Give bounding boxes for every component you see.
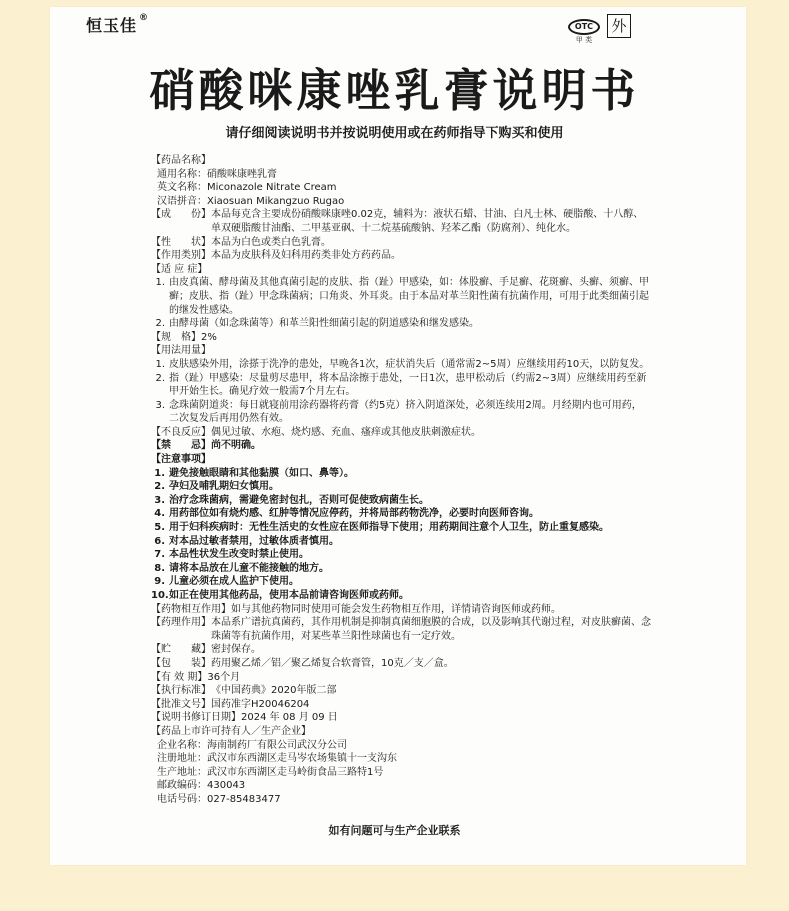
section-header-manufacturer: 【药品上市许可持有人／生产企业】 xyxy=(151,725,311,737)
indication-item: 1. 由皮真菌、酵母菌及其他真菌引起的皮肤、指（趾）甲感染，如：体股癣、手足癣、花斑癣、头癣、须癣、甲癣；皮肤、指（趾）甲念珠菌病；口角炎、外耳炎。由于本品对革兰阳性菌有抗菌作用，可用于此类细菌引起的继发性感染。 xyxy=(155,277,649,316)
usage-item: 2. 指（趾）甲感染：尽量剪尽患甲，将本品涂擦于患处，一日1次，患甲松动后（约需2~3周）应继续用药至新甲开始生长。确见疗效一般需7个月左右。 xyxy=(155,372,647,398)
caution-item: 7. 本品性状发生改变时禁止使用。 xyxy=(154,549,309,561)
spec-row: 【规 格】 2% xyxy=(151,331,217,343)
production-address-row: 生产地址： 武汉市东西湖区走马岭街食品三路特1号 xyxy=(157,766,384,778)
usage-item: 3. 念珠菌阴道炎：每日就寝前用涂药器将药膏（约5克）挤入阴道深处，必须连续用2周。月经期内也可用药，二次复发后再用仍然有效。 xyxy=(155,399,642,425)
section-header-usage: 【用法用量】 xyxy=(151,345,211,357)
validity-row: 【有 效 期】 36个月 xyxy=(151,671,241,683)
company-row: 企业名称： 海南制药厂有限公司武汉分公司 xyxy=(157,739,347,751)
section-header-cautions: 【注意事项】 xyxy=(151,454,211,466)
indication-item: 2. 由酵母菌（如念珠菌等）和革兰阳性细菌引起的阴道感染和继发感染。 xyxy=(155,318,479,330)
caution-item: 8. 请将本品放在儿童不能接触的地方。 xyxy=(154,562,329,574)
otc-badge xyxy=(566,14,602,44)
composition-row: 【成 份】 本品每克含主要成份硝酸咪康唑0.02克，辅料为：液状石蜡、甘油、白凡士林、硬脂酸、十八醇、单双硬脂酸甘油酯、二甲基亚砜、十二烷基硫酸钠、羟苯乙酯（防腐剂）、纯化水。 xyxy=(151,209,644,234)
section-header-name: 【药品名称】 xyxy=(151,155,211,166)
caution-item: 4. 用药部位如有烧灼感、红肿等情况应停药，并将局部药物洗净，必要时向医师咨询。 xyxy=(154,508,539,520)
interaction-row: 【药物相互作用】 如与其他药物同时使用可能会发生药物相互作用，详情请咨询医师或药师。 xyxy=(151,603,561,615)
caution-item: 5. 用于妇科疾病时：无性生活史的女性应在医师指导下使用；用药期间注意个人卫生，防止重复感染。 xyxy=(154,522,609,534)
leaflet-body xyxy=(151,154,651,807)
approval-row: 【批准文号】 国药准字H20046204 xyxy=(151,698,310,710)
otc-oval: OTC xyxy=(568,19,600,35)
registered-address-row: 注册地址： 武汉市东西湖区走马岑农场集镇十一支沟东 xyxy=(157,753,397,765)
phone-row: 电话号码： 027-85483477 xyxy=(157,793,281,805)
caution-item: 1. 避免接触眼睛和其他黏膜（如口、鼻等）。 xyxy=(154,467,354,479)
contraindication-row: 【禁 忌】 尚不明确。 xyxy=(151,440,261,452)
caution-item: 6. 对本品过敏者禁用，过敏体质者慎用。 xyxy=(154,535,339,547)
brand-logo: 恒玉佳 ® xyxy=(86,13,150,35)
category-row: 【作用类别】 本品为皮肤科及妇科用药类非处方药药品。 xyxy=(151,250,401,262)
postcode-row: 邮政编码： 430043 xyxy=(157,780,246,792)
document-subtitle: 请仔细阅读说明书并按说明使用或在药师指导下购买和使用 xyxy=(225,126,564,141)
package-row: 【包 装】 药用聚乙烯／铝／聚乙烯复合软膏管，10克／支／盒。 xyxy=(151,657,454,669)
section-header-indications: 【适 应 症】 xyxy=(151,263,208,275)
adverse-row: 【不良反应】 偶见过敏、水疱、烧灼感、充血、瘙痒或其他皮肤刺激症状。 xyxy=(151,426,481,438)
document-title: 硝酸咪康唑乳膏说明书 xyxy=(149,64,640,117)
caution-item: 10. 如正在使用其他药品，使用本品前请咨询医师或药师。 xyxy=(151,590,409,601)
pharmacology-row: 【药理作用】 本品系广谱抗真菌药，其作用机制是抑制真菌细胞膜的合成，以及影响其代谢过程，对皮肤癣菌、念珠菌等有抗菌作用，对某些革兰阳性球菌也有一定疗效。 xyxy=(151,617,651,642)
usage-item: 1. 皮肤感染外用，涂搽于洗净的患处，早晚各1次，症状消失后（通常需2~5周）应继续用药10天，以防复发。 xyxy=(155,358,650,370)
english-name-row: 英文名称： Miconazole Nitrate Cream xyxy=(157,182,337,194)
pinyin-name-row: 汉语拼音： Xiaosuan Mikangzuo Rugao xyxy=(157,195,345,207)
caution-item: 2. 孕妇及哺乳期妇女慎用。 xyxy=(154,481,279,493)
caution-item: 3. 治疗念珠菌病，需避免密封包扎，否则可促使致病菌生长。 xyxy=(154,494,429,506)
otc-class-label: 甲 类 xyxy=(575,36,593,44)
footer-note: 如有问题可与生产企业联系 xyxy=(328,824,461,837)
generic-name-row: 通用名称： 硝酸咪康唑乳膏 xyxy=(157,168,277,180)
revision-date-row: 【说明书修订日期】 2024 年 08 月 09 日 xyxy=(151,712,338,724)
standard-row: 【执行标准】 《中国药典》2020年版二部 xyxy=(151,685,337,697)
storage-row: 【贮 藏】 密封保存。 xyxy=(151,644,261,656)
caution-item: 9. 儿童必须在成人监护下使用。 xyxy=(154,576,299,588)
external-use-badge: 外 xyxy=(607,14,631,38)
character-row: 【性 状】 本品为白色或类白色乳膏。 xyxy=(151,236,331,248)
